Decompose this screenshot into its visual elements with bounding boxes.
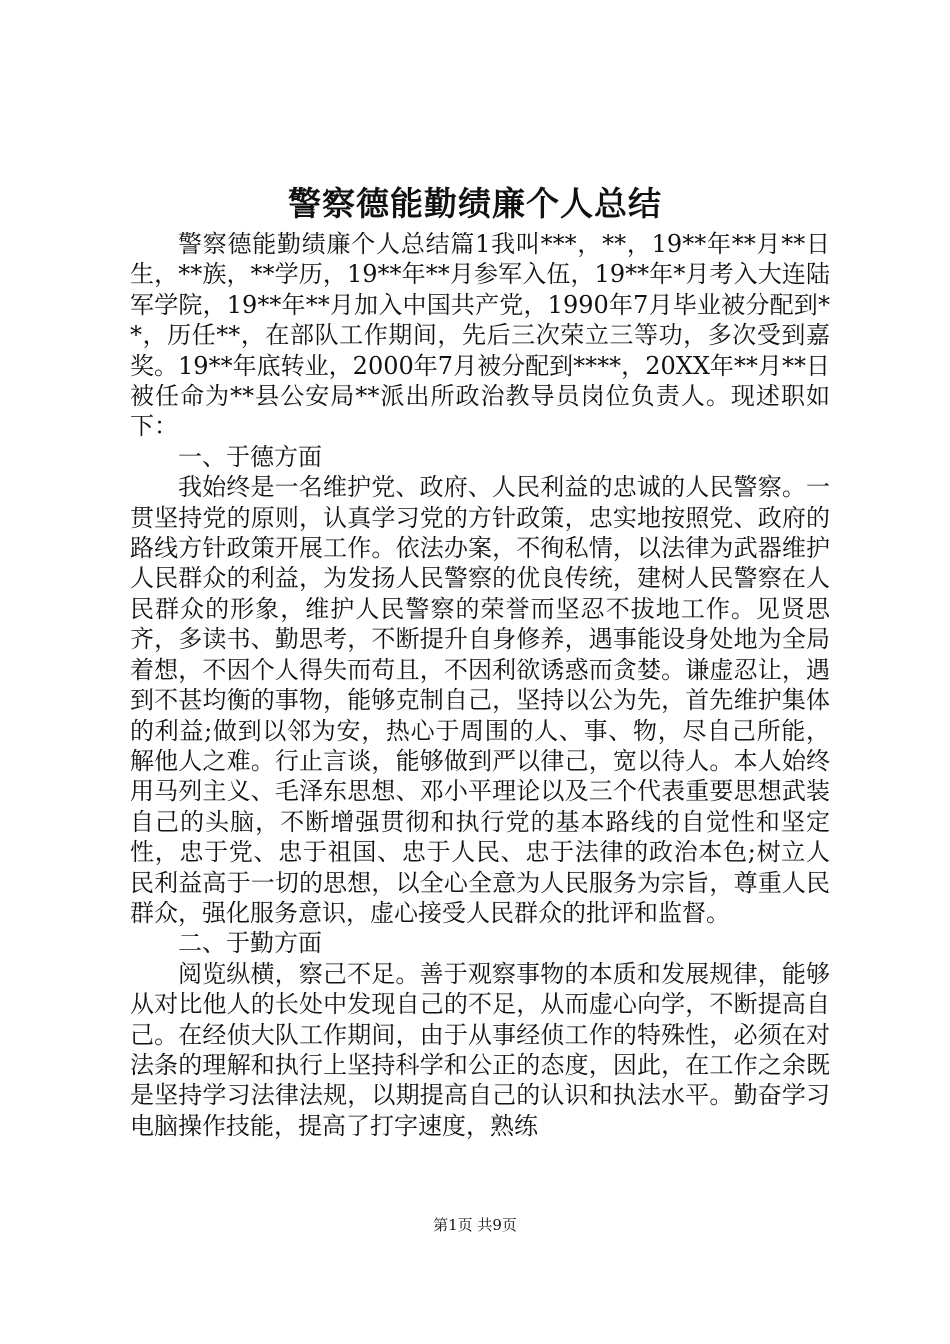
- section-body-diligence: 阅览纵横，察己不足。善于观察事物的本质和发展规律，能够从对比他人的长处中发现自己的不足，从而虚心向学，不断提高自己。在经侦大队工作期间，由于从事经侦工作的特殊性，必须在对法条的理解和执行上坚持科学和公正的态度，因此，在工作之余既是坚持学习法律法规，以期提高自己的认识和执法水平。勤奋学习电脑操作技能，提高了打字速度，熟练: [130, 959, 830, 1140]
- page-number-footer: 第1页 共9页: [433, 1216, 517, 1234]
- section-heading-morality: 一、于德方面: [178, 442, 322, 471]
- section-heading-diligence: 二、于勤方面: [178, 929, 322, 958]
- section-body-morality: 我始终是一名维护党、政府、人民利益的忠诚的人民警察。一贯坚持党的原则，认真学习党的方针政策，忠实地按照党、政府的路线方针政策开展工作。依法办案，不徇私情，以法律为武器维护人民群众的利益，为发扬人民警察的优良传统，建树人民警察在人民群众的形象，维护人民警察的荣誉而坚忍不拔地工作。见贤思齐，多读书、勤思考，不断提升自身修养，遇事能设身处地为全局着想，不因个人得失而苟且，不因利欲诱惑而贪婪。谦虚忍让，遇到不甚均衡的事物，能够克制自己，坚持以公为先，首先维护集体的利益;做到以邻为安，热心于周围的人、事、物，尽自己所能，解他人之难。行止言谈，能够做到严以律己，宽以待人。本人始终用马列主义、毛泽东思想、邓小平理论以及三个代表重要思想武装自己的头脑，不断增强贯彻和执行党的基本路线的自觉性和坚定性，忠于党、忠于祖国、忠于人民、忠于法律的政治本色;树立人民利益高于一切的思想，以全心全意为人民服务为宗旨，尊重人民群众，强化服务意识，虚心接受人民群众的批评和监督。: [130, 473, 830, 927]
- intro-paragraph: 警察德能勤绩廉个人总结篇1我叫***，**，19**年**月**日生，**族，**学历，19**年**月参军入伍，19**年*月考入大连陆军学院，19**年**月加入中国共产党，1990年7月毕业被分配到**，历任**，在部队工作期间，先后三次荣立三等功，多次受到嘉奖。19**年底转业，2000年7月被分配到****，20XX年**月**日被任命为**县公安局**派出所政治教导员岗位负责人。现述职如下：: [130, 230, 830, 441]
- document-body: [130, 229, 830, 1141]
- document-title: 警察德能勤绩廉个人总结: [288, 184, 662, 223]
